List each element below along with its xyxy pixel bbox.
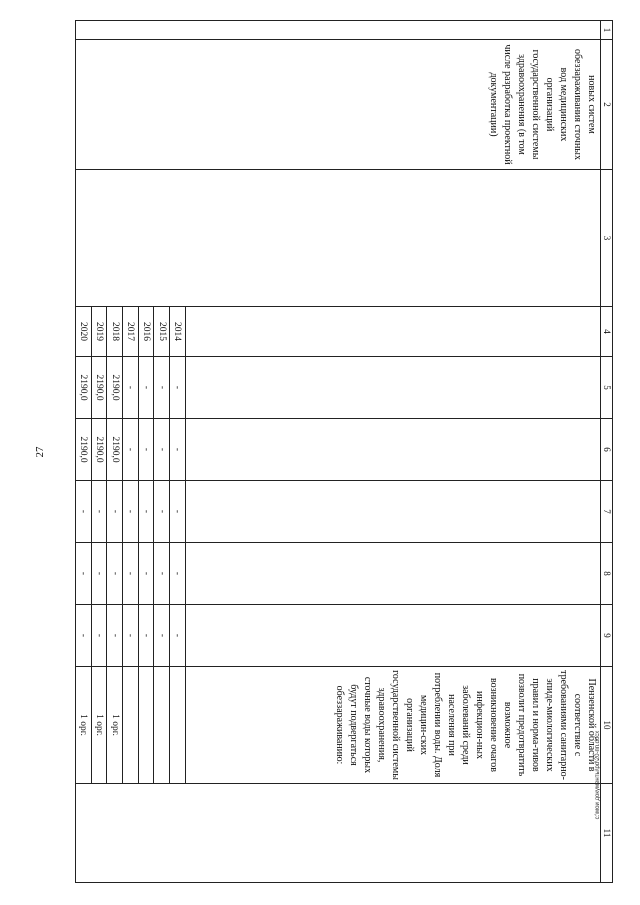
- year-cell: 2017: [123, 307, 139, 357]
- cell-col2: [76, 40, 601, 170]
- value-cell: -: [154, 481, 170, 543]
- value-cell: -: [138, 543, 154, 605]
- value-cell: -: [138, 357, 154, 419]
- measure-description: новых систем обеззараживания сточных вод медицинских организаций государственной системы здравоохранения (в том числе разработка проектной документации): [488, 44, 597, 165]
- program-table: [75, 20, 613, 883]
- indicator-cell: [123, 667, 139, 784]
- value-cell: -: [170, 419, 186, 481]
- cell-col11: [76, 784, 601, 883]
- value-cell: -: [138, 605, 154, 667]
- value-cell: -: [138, 419, 154, 481]
- value-cell: -: [123, 481, 139, 543]
- value-cell: -: [107, 543, 123, 605]
- footer-file-path: c:\мои документы\pd\20-пп.docx: [595, 730, 601, 820]
- indicator-cell: 1 орг.: [76, 667, 92, 784]
- value-cell: 2190,0: [76, 419, 92, 481]
- value-cell: -: [91, 605, 107, 667]
- year-cell: 2018: [107, 307, 123, 357]
- value-cell: -: [76, 605, 92, 667]
- value-cell: -: [123, 605, 139, 667]
- value-cell: -: [107, 481, 123, 543]
- year-cell: 2014: [170, 307, 186, 357]
- value-cell: -: [170, 357, 186, 419]
- value-cell: -: [123, 543, 139, 605]
- cell-col10-top: [185, 667, 600, 784]
- rotated-table-inner: [75, 20, 613, 883]
- indicator-cell: 1 орг.: [91, 667, 107, 784]
- value-cell: -: [123, 419, 139, 481]
- col-number: 6: [601, 419, 613, 481]
- col-number: 11: [601, 784, 613, 883]
- col-number: 2: [601, 40, 613, 170]
- value-cell: 2190,0: [91, 357, 107, 419]
- value-cell: -: [154, 419, 170, 481]
- value-cell: -: [170, 481, 186, 543]
- value-cell: 2190,0: [107, 357, 123, 419]
- year-cell: 2020: [76, 307, 92, 357]
- value-cell: -: [76, 543, 92, 605]
- indicator-cell: 1 орг.: [107, 667, 123, 784]
- cell-col8-top: [185, 543, 600, 605]
- value-cell: 2190,0: [76, 357, 92, 419]
- col-number: 8: [601, 543, 613, 605]
- col-number: 5: [601, 357, 613, 419]
- value-cell: -: [170, 543, 186, 605]
- rotated-table-container: [75, 20, 613, 883]
- cell-col4-top: [185, 307, 600, 357]
- column-number-row: [601, 21, 613, 883]
- value-cell: -: [123, 357, 139, 419]
- value-cell: -: [170, 605, 186, 667]
- col-number: 1: [601, 21, 613, 40]
- value-cell: -: [91, 543, 107, 605]
- value-cell: -: [154, 543, 170, 605]
- col-number: 3: [601, 170, 613, 307]
- col-number: 9: [601, 605, 613, 667]
- value-cell: -: [76, 481, 92, 543]
- cell-col5-top: [185, 357, 600, 419]
- cell-col9-top: [185, 605, 600, 667]
- value-cell: -: [154, 605, 170, 667]
- description-row: [185, 21, 600, 883]
- expected-results: Пензенской области в соответствие с требованиями санитарно-эпиде-миологических правил и норма-тивов позволит предотвратить возможное возникновение очагов инфекцион-ных заболеваний среди населения при потреблении воды. Доля медицин-ских организаций государственной системы здравоохранения, сточные воды которых будут подвергаться обеззараживанию:: [334, 670, 597, 780]
- cell-col3: [76, 170, 601, 307]
- indicator-cell: [138, 667, 154, 784]
- value-cell: -: [138, 481, 154, 543]
- year-cell: 2019: [91, 307, 107, 357]
- value-cell: 2190,0: [107, 419, 123, 481]
- cell-col1: [76, 21, 601, 40]
- value-cell: -: [154, 357, 170, 419]
- col-number: 4: [601, 307, 613, 357]
- value-cell: 2190,0: [91, 419, 107, 481]
- year-cell: 2016: [138, 307, 154, 357]
- page-number: 27: [34, 446, 46, 458]
- indicator-cell: [154, 667, 170, 784]
- col-number: 10: [601, 667, 613, 784]
- value-cell: -: [91, 481, 107, 543]
- col-number: 7: [601, 481, 613, 543]
- cell-col6-top: [185, 419, 600, 481]
- cell-col7-top: [185, 481, 600, 543]
- value-cell: -: [107, 605, 123, 667]
- indicator-cell: [170, 667, 186, 784]
- year-cell: 2015: [154, 307, 170, 357]
